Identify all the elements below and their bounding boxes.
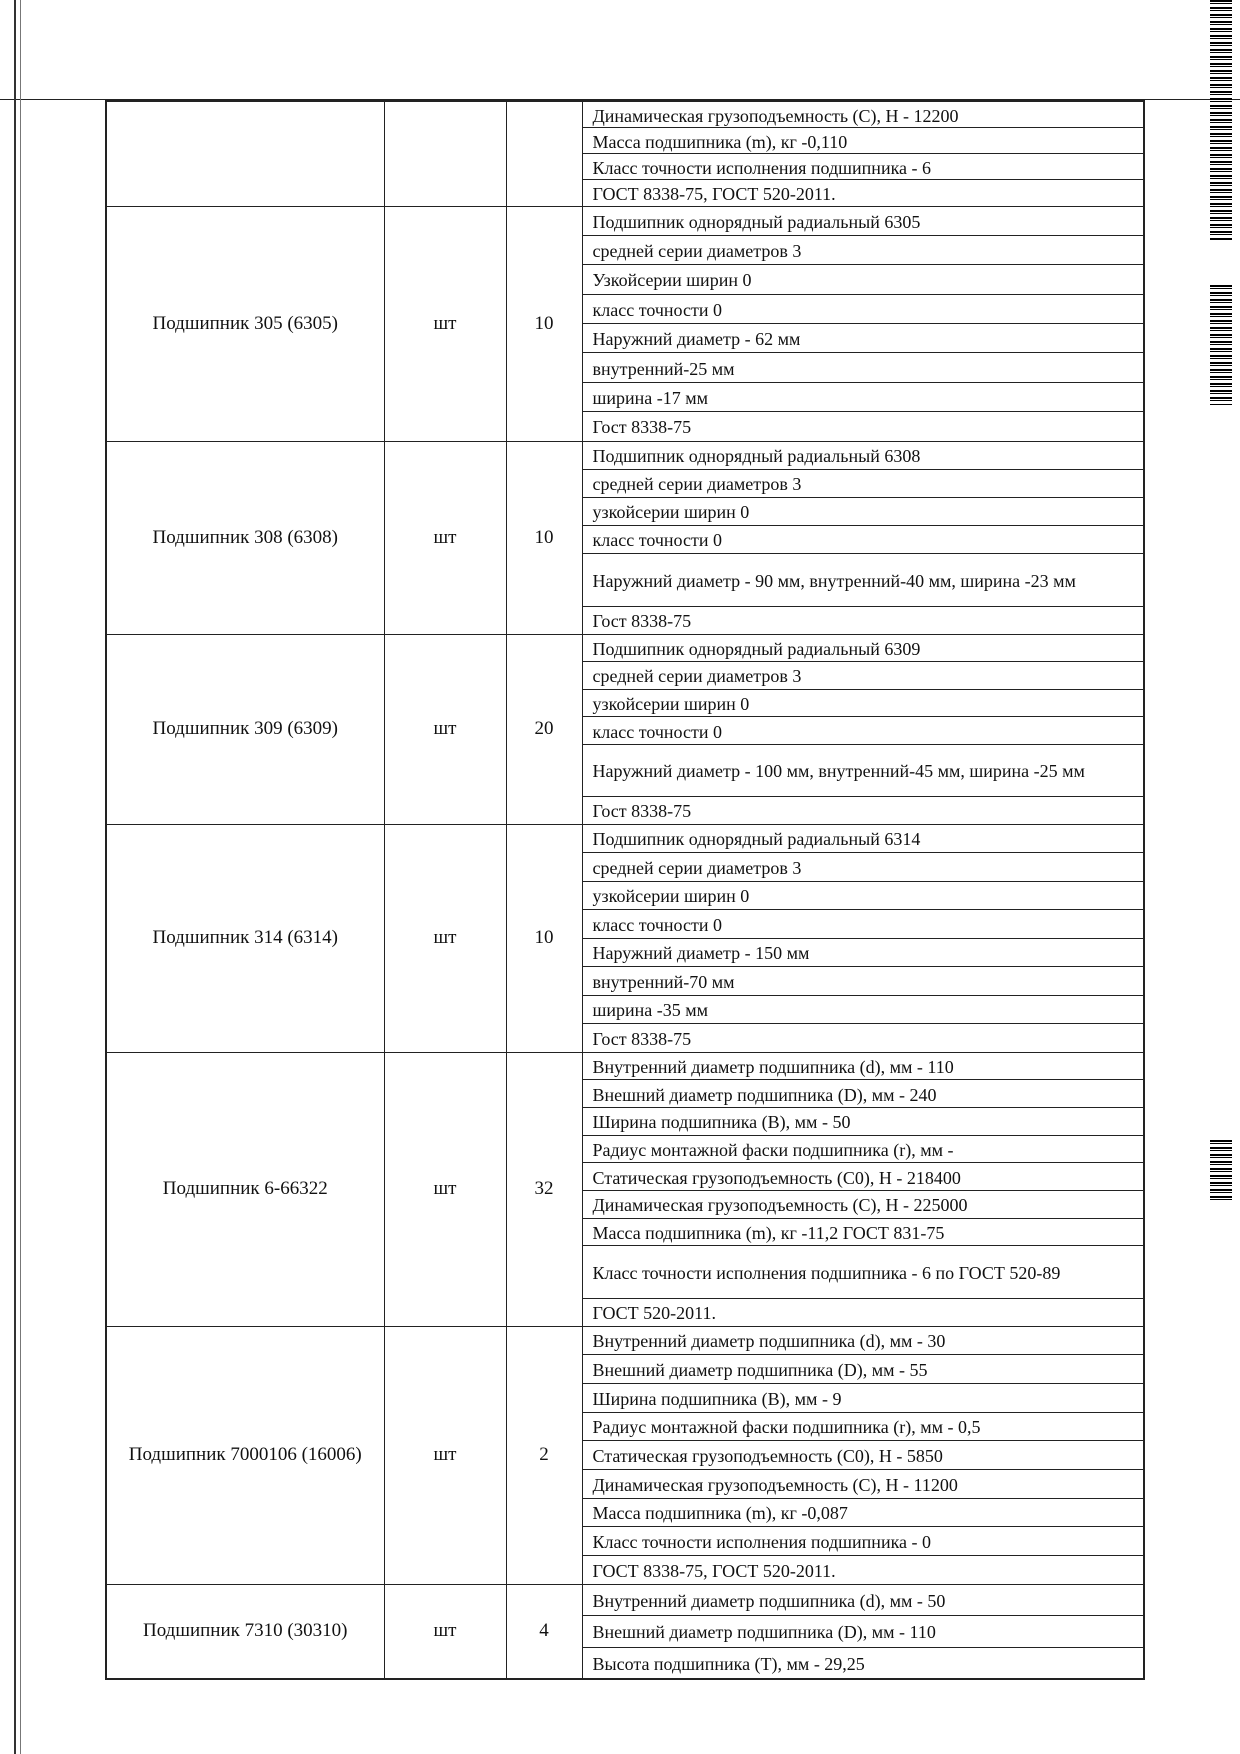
spec-line: Наружний диаметр - 100 мм, внутренний-45 мм, ширина -25 мм <box>583 745 1144 797</box>
item-name-cell <box>106 101 384 206</box>
spec-cell <box>582 441 1144 634</box>
spec-line: ширина -17 мм <box>583 383 1144 412</box>
table-row <box>106 634 1144 824</box>
bearing-spec-table <box>105 100 1145 1680</box>
spec-line: Класс точности исполнения подшипника - 0 <box>583 1527 1144 1556</box>
spec-cell <box>582 101 1144 206</box>
spec-line: Внутренний диаметр подшипника (d), мм - 30 <box>583 1327 1144 1356</box>
spec-line: средней серии диаметров 3 <box>583 853 1144 882</box>
unit-cell: шт <box>384 824 506 1052</box>
spec-line: Подшипник однорядный радиальный 6314 <box>583 825 1144 854</box>
item-name-cell: Подшипник 305 (6305) <box>106 206 384 441</box>
spec-line: Статическая грузоподъемность (С0), Н - 5850 <box>583 1441 1144 1470</box>
item-name-cell: Подшипник 7000106 (16006) <box>106 1326 384 1584</box>
unit-cell: шт <box>384 206 506 441</box>
table-row <box>106 1326 1144 1584</box>
spec-line: класс точности 0 <box>583 526 1144 554</box>
spec-line: Масса подшипника (m), кг -0,110 <box>583 128 1144 154</box>
spec-line: Динамическая грузоподъемность (С), Н - 225000 <box>583 1191 1144 1219</box>
table-row <box>106 206 1144 441</box>
spec-line: Высота подшипника (T), мм - 29,25 <box>592 1653 865 1674</box>
spec-line: средней серии диаметров 3 <box>583 470 1144 498</box>
spec-line: Внутренний диаметр подшипника (d), мм - 50 <box>583 1585 1144 1617</box>
table-row <box>106 441 1144 634</box>
scan-barcode-strip <box>1210 285 1232 405</box>
unit-cell: шт <box>384 1052 506 1326</box>
item-name-cell: Подшипник 308 (6308) <box>106 441 384 634</box>
spec-cell <box>582 1584 1144 1679</box>
spec-line: Ширина подшипника (B), мм - 9 <box>583 1384 1144 1413</box>
spec-line: узкойсерии ширин 0 <box>583 690 1144 718</box>
spec-line: Подшипник однорядный радиальный 6308 <box>583 442 1144 470</box>
spec-line: средней серии диаметров 3 <box>583 236 1144 265</box>
spec-line: Внутренний диаметр подшипника (d), мм - 110 <box>583 1053 1144 1081</box>
scan-barcode-strip <box>1210 0 1232 240</box>
spec-line: Масса подшипника (m), кг -11,2 ГОСТ 831-75 <box>583 1219 1144 1247</box>
spec-line: внутренний-70 мм <box>583 967 1144 996</box>
spec-line: Гост 8338-75 <box>592 417 692 438</box>
quantity-cell: 10 <box>506 824 582 1052</box>
quantity-cell: 10 <box>506 441 582 634</box>
spec-line: Гост 8338-75 <box>592 611 692 631</box>
spec-line: Подшипник однорядный радиальный 6309 <box>583 635 1144 663</box>
spec-line: Класс точности исполнения подшипника - 6 по ГОСТ 520-89 <box>583 1246 1144 1298</box>
item-name-cell: Подшипник 314 (6314) <box>106 824 384 1052</box>
unit-cell <box>384 101 506 206</box>
spec-line: класс точности 0 <box>583 910 1144 939</box>
spec-line: Внешний диаметр подшипника (D), мм - 110 <box>583 1616 1144 1648</box>
spec-line: Ширина подшипника (B), мм - 50 <box>583 1108 1144 1136</box>
spec-line: класс точности 0 <box>583 295 1144 324</box>
spec-line: средней серии диаметров 3 <box>583 662 1144 690</box>
quantity-cell: 4 <box>506 1584 582 1679</box>
spec-line: ГОСТ 520-2011. <box>592 1303 717 1324</box>
item-name-cell: Подшипник 309 (6309) <box>106 634 384 824</box>
spec-line: Наружний диаметр - 150 мм <box>583 939 1144 968</box>
unit-cell: шт <box>384 1584 506 1679</box>
spec-line: Радиус монтажной фаски подшипника (r), мм - 0,5 <box>583 1413 1144 1442</box>
spec-cell <box>582 1052 1144 1326</box>
spec-line: узкойсерии ширин 0 <box>583 498 1144 526</box>
spec-line: Наружний диаметр - 90 мм, внутренний-40 мм, ширина -23 мм <box>583 554 1144 607</box>
table-row <box>106 101 1144 206</box>
quantity-cell: 32 <box>506 1052 582 1326</box>
spec-line: Подшипник однорядный радиальный 6305 <box>583 207 1144 236</box>
spec-line: Внешний диаметр подшипника (D), мм - 55 <box>583 1355 1144 1384</box>
spec-line: Класс точности исполнения подшипника - 6 <box>583 154 1144 180</box>
spec-line: Динамическая грузоподъемность (С), Н - 12200 <box>583 102 1144 128</box>
spec-cell <box>582 824 1144 1052</box>
unit-cell: шт <box>384 634 506 824</box>
spec-line: узкойсерии ширин 0 <box>583 882 1144 911</box>
item-name-cell: Подшипник 7310 (30310) <box>106 1584 384 1679</box>
spec-line: Гост 8338-75 <box>592 1028 692 1049</box>
spec-cell <box>582 1326 1144 1584</box>
table-row <box>106 1052 1144 1326</box>
spec-line: Гост 8338-75 <box>592 801 692 822</box>
spec-line: Узкойсерии ширин 0 <box>583 265 1144 294</box>
spec-line: Наружний диаметр - 62 мм <box>583 324 1144 353</box>
spec-line: ГОСТ 8338-75, ГОСТ 520-2011. <box>592 183 836 204</box>
item-name-cell: Подшипник 6-66322 <box>106 1052 384 1326</box>
spec-line: класс точности 0 <box>583 717 1144 745</box>
spec-line: Масса подшипника (m), кг -0,087 <box>583 1499 1144 1528</box>
spec-line: внутренний-25 мм <box>583 353 1144 382</box>
spec-line: ширина -35 мм <box>583 996 1144 1025</box>
spec-cell <box>582 634 1144 824</box>
spec-line: ГОСТ 8338-75, ГОСТ 520-2011. <box>592 1560 836 1581</box>
spec-line: Динамическая грузоподъемность (С), Н - 11200 <box>583 1470 1144 1499</box>
unit-cell: шт <box>384 1326 506 1584</box>
table-row <box>106 824 1144 1052</box>
spec-line: Радиус монтажной фаски подшипника (r), мм - <box>583 1136 1144 1164</box>
quantity-cell <box>506 101 582 206</box>
spec-cell <box>582 206 1144 441</box>
scan-margin-line <box>14 0 16 1754</box>
spec-line: Внешний диаметр подшипника (D), мм - 240 <box>583 1080 1144 1108</box>
scan-margin-line-secondary <box>20 0 21 1754</box>
unit-cell: шт <box>384 441 506 634</box>
scan-barcode-strip <box>1210 1140 1232 1200</box>
quantity-cell: 10 <box>506 206 582 441</box>
spec-line: Статическая грузоподъемность (С0), Н - 218400 <box>583 1163 1144 1191</box>
quantity-cell: 2 <box>506 1326 582 1584</box>
quantity-cell: 20 <box>506 634 582 824</box>
table-row <box>106 1584 1144 1679</box>
